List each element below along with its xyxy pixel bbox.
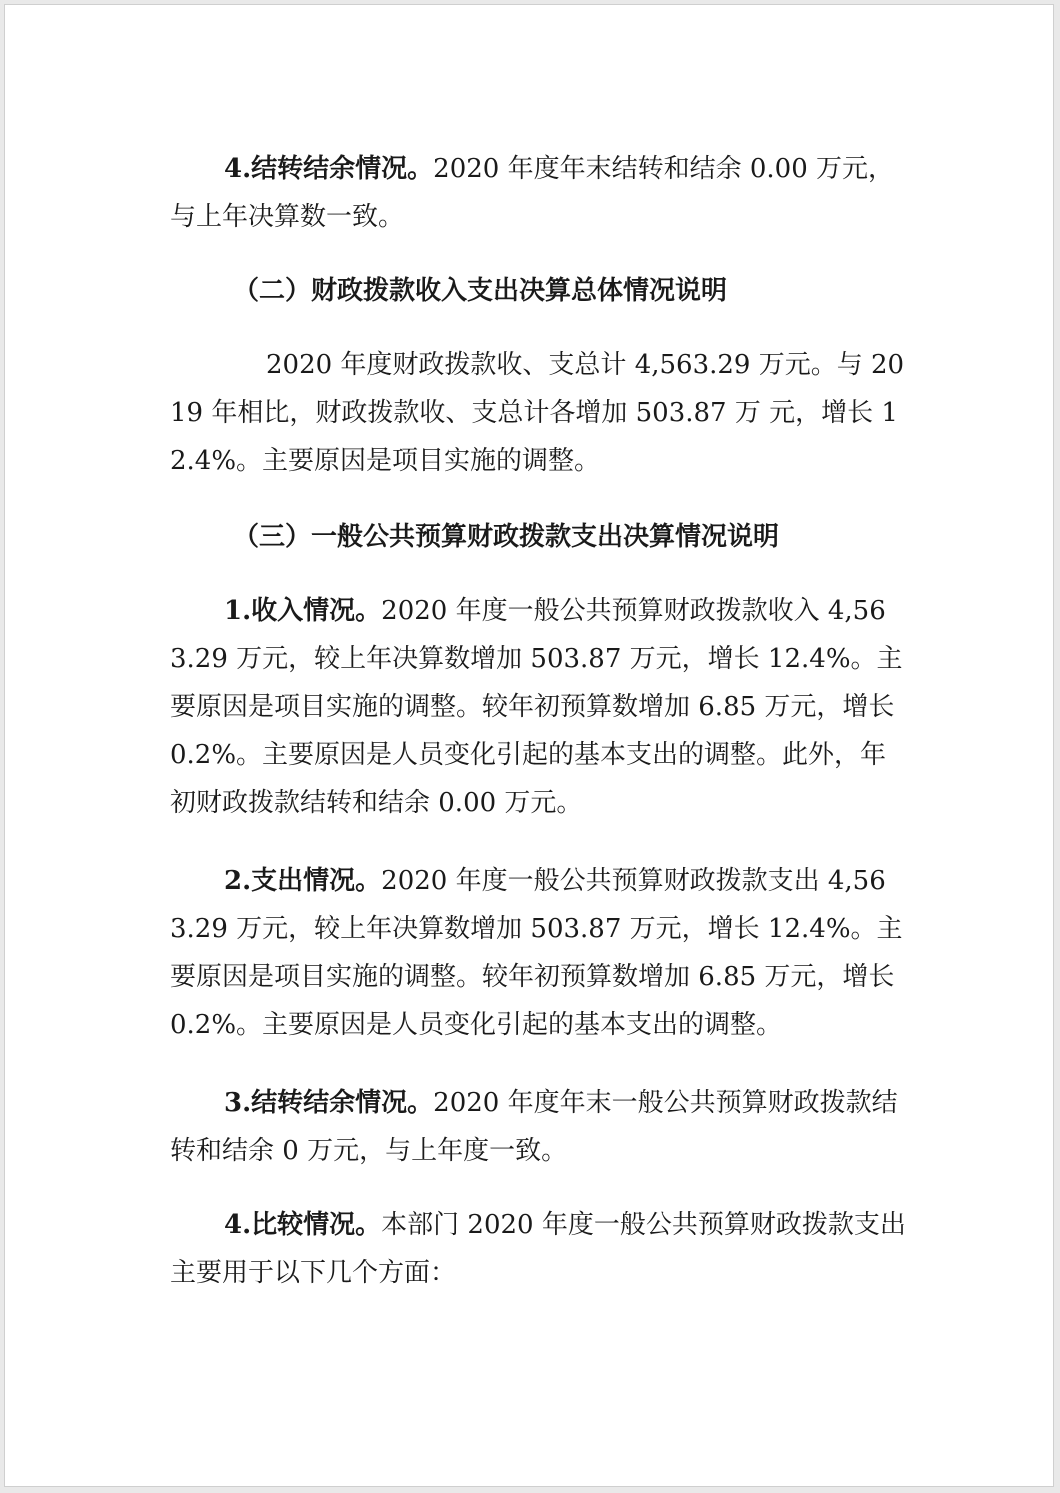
paragraph-text: 2020 年度年末结转和结余 0.00 万元，与上年决算数一致。: [170, 154, 895, 232]
paragraph-income: [170, 587, 910, 827]
paragraph-heading: 3.结转结余情况。: [224, 1088, 434, 1118]
paragraph-text: 2020 年度年末一般公共预算财政拨款结转和结余 0 万元，与上年度一致。: [170, 1088, 898, 1166]
paragraph-heading: 4.结转结余情况。: [224, 154, 434, 184]
paragraph-text: 本部门 2020 年度一般公共预算财政拨款支出主要用于以下几个方面：: [170, 1210, 906, 1288]
paragraph-carryover-balance: [170, 145, 910, 241]
paragraph-text: 2020 年度一般公共预算财政拨款支出 4,563.29 万元，较上年决算数增加 503.87 万元，增长 12.4%。主要原因是项目实施的调整。较年初预算数增加 6.85 万元，增长 0.2%。主要原因是人员变化引起的基本支出的调整。: [170, 866, 903, 1040]
paragraph-text: 2020 年度一般公共预算财政拨款收入 4,563.29 万元，较上年决算数增加 503.87 万元，增长 12.4%。主要原因是项目实施的调整。较年初预算数增加 6.85 万元，增长 0.2%。主要原因是人员变化引起的基本支出的调整。此外，年初财政拨款结转和结余 0.00 万元。: [170, 596, 903, 818]
paragraph-general-carryover: [170, 1079, 910, 1175]
paragraph-expenditure: [170, 857, 910, 1049]
paragraph-comparison: [170, 1201, 910, 1297]
paragraph-fiscal-overview: [170, 341, 910, 485]
section-heading-2: （二）财政拨款收入支出决算总体情况说明: [233, 276, 728, 306]
section-heading-3: （三）一般公共预算财政拨款支出决算情况说明: [233, 522, 780, 552]
paragraph-text: 2020 年度财政拨款收、支总计 4,563.29 万元。与 2019 年相比，财政拨款收、支总计各增加 503.87 万 元，增长 12.4%。主要原因是项目实施的调整。: [170, 350, 905, 476]
paragraph-heading: 2.支出情况。: [224, 866, 382, 896]
paragraph-heading: 4.比较情况。: [224, 1210, 382, 1240]
paragraph-heading: 1.收入情况。: [224, 596, 382, 626]
document-page: [4, 4, 1054, 1487]
